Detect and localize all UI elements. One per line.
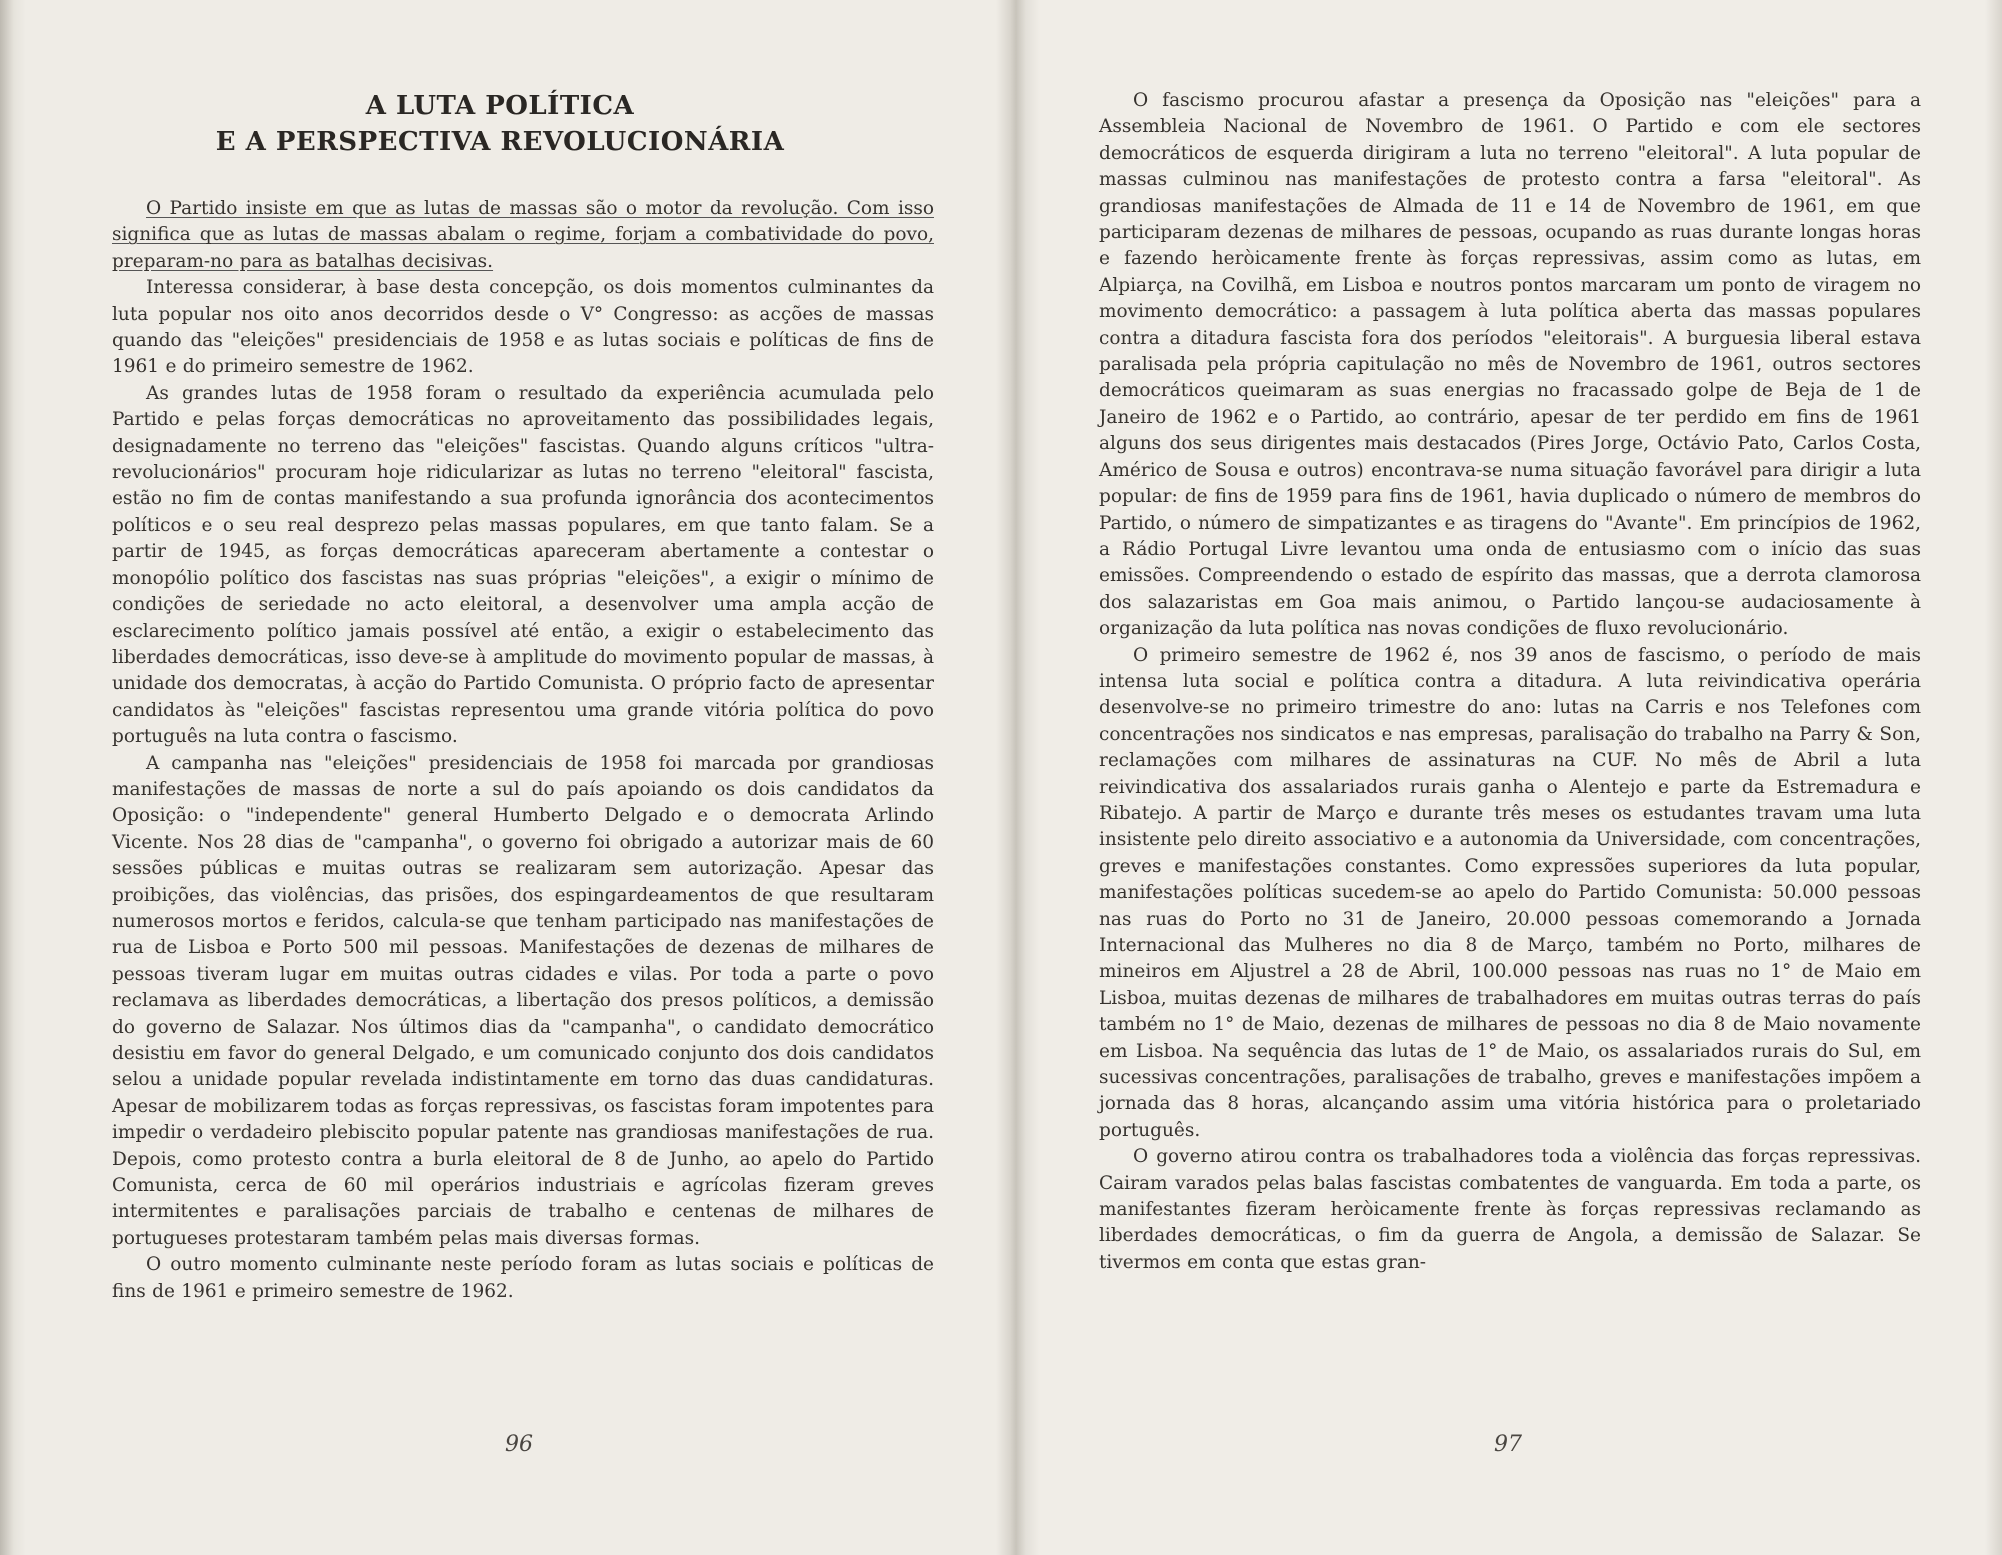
lead-paragraph bbox=[112, 196, 934, 275]
paragraph: A campanha nas "eleições" presidenciais de 1958 foi marcada por grandiosas manifestações de massas de norte a sul do país apoiando os dois candidatos da Oposição: o "independente" general Humberto Delgado e o democrata Arlindo Vicente. Nos 28 dias de "campanha", o governo foi obrigado a autorizar mais de 60 sessões públicas e muitas outras se realizaram sem autorização. Apesar das proibições, das violências, das prisões, dos espingardeamentos de que resultaram numerosos mortos e feridos, calcula-se que tenham participado nas manifestações de rua de Lisboa e Porto 500 mil pessoas. Manifestações de dezenas de milhares de pessoas tiveram lugar em muitas outras cidades e vilas. Por toda a parte o povo reclamava as liberdades democráticas, a libertação dos presos políticos, a demissão do governo de Salazar. Nos últimos dias da "campanha", o candidato democrático desistiu em favor do general Delgado, e um comunicado conjunto dos dois candidatos selou a unidade popular revelada indistintamente em torno das duas candidaturas. Apesar de mobilizarem todas as forças repressivas, os fascistas foram impotentes para impedir o verdadeiro plebiscito popular patente nas grandiosas manifestações de rua. Depois, como protesto contra a burla eleitoral de 8 de Junho, ao apelo do Partido Comunista, cerca de 60 mil operários industriais e agrícolas fizeram greves intermitentes e paralisações parciais de trabalho e centenas de milhares de portugueses protestaram também pelas mais diversas formas. bbox=[112, 752, 934, 1249]
page-number-left: 96 bbox=[505, 1432, 533, 1457]
chapter-title bbox=[200, 88, 800, 160]
paragraph: O governo atirou contra os trabalhadores toda a violência das forças repressivas. Cairam varados pelas balas fascistas combatentes de vanguarda. Em toda a parte, os manifestantes fizeram heròicamente frente às forças repressivas reclamando as liberdades democráticas, o fim da guerra de Angola, a demissão de Salazar. Se tivermos em conta que estas gran- bbox=[1099, 1146, 1921, 1273]
paragraph: O fascismo procurou afastar a presença da Oposição nas "eleições" para a Assembleia Nacional de Novembro de 1961. O Partido e com ele sectores democráticos de esquerda dirigiram a luta no terreno "eleitoral". A luta popular de massas culminou nas manifestações de protesto contra a farsa "eleitoral". As grandiosas manifestações de Almada de 11 e 14 de Novembro de 1961, em que participaram dezenas de milhares de pessoas, ocupando as ruas durante longas horas e fazendo heròicamente frente às forças repressivas, assim como as lutas, em Alpiarça, na Covilhã, em Lisboa e noutros pontos marcaram um ponto de viragem no movimento democrático: a passagem à luta política aberta das massas populares contra a ditadura fascista fora dos períodos "eleitorais". A burguesia liberal estava paralisada pela própria capitulação no mês de Novembro de 1961, outros sectores democráticos queimaram as suas energias no fracassado golpe de Beja de 1 de Janeiro de 1962 e o Partido, ao contrário, apesar de ter perdido em fins de 1961 alguns dos seus dirigentes mais destacados (Pires Jorge, Octávio Pato, Carlos Costa, Américo de Sousa e outros) encontrava-se numa situação favorável para dirigir a luta popular: de fins de 1959 para fins de 1961, havia duplicado o número de membros do Partido, o número de simpatizantes e as tiragens do "Avante". Em princípios de 1962, a Rádio Portugal Livre levantou uma onda de entusiasmo com o início das suas emissões. Compreendendo o estado de espírito das massas, que a derrota clamorosa dos salazaristas em Goa mais animou, o Partido lançou-se audaciosamente à organização da luta política nas novas condições de fluxo revolucionário. bbox=[1099, 90, 1921, 640]
title-line-1: A LUTA POLÍTICA bbox=[365, 91, 635, 121]
page-number-right: 97 bbox=[1494, 1432, 1522, 1457]
paragraph: O primeiro semestre de 1962 é, nos 39 anos de fascismo, o período de mais intensa luta social e política contra a ditadura. A luta reivindicativa operária desenvolve-se no primeiro trimestre do ano: lutas na Carris e nos Telefones com concentrações nos sindicatos e nas empresas, paralisação do trabalho na Parry & Son, reclamações com milhares de assinaturas na CUF. No mês de Abril a luta reivindicativa dos assalariados rurais ganha o Alentejo e parte da Estremadura e Ribatejo. A partir de Março e durante três meses os estudantes travam uma luta insistente pelo direito associativo e a autonomia da Universidade, com concentrações, greves e manifestações constantes. Como expressões superiores da luta popular, manifestações políticas sucedem-se ao apelo do Partido Comunista: 50.000 pessoas nas ruas do Porto no 31 de Janeiro, 20.000 pessoas comemorando a Jornada Internacional das Mulheres no dia 8 de Março, também no Porto, milhares de mineiros em Aljustrel a 28 de Abril, 100.000 pessoas nas ruas no 1° de Maio em Lisboa, muitas dezenas de milhares de trabalhadores em muitas outras terras do país também no 1° de Maio, dezenas de milhares de pessoas no dia 8 de Maio novamente em Lisboa. Na sequência das lutas de 1° de Maio, os assalariados rurais do Sul, em sucessivas concentrações, paralisações de trabalho, greves e manifestações impõem a jornada das 8 horas, alcançando assim uma vitória histórica para o proletariado português. bbox=[1099, 644, 1921, 1141]
right-page-body bbox=[1099, 88, 1921, 1276]
underlined-lead-text: O Partido insiste em que as lutas de massas são o motor da revolução. Com isso significa que as lutas de massas abalam o regime, forjam a combatividade do povo, preparam-no para as batalhas decisivas. bbox=[112, 198, 934, 272]
left-page-body bbox=[112, 196, 934, 1305]
paragraph: O outro momento culminante neste período foram as lutas sociais e políticas de fins de 1961 e primeiro semestre de 1962. bbox=[112, 1254, 934, 1302]
paragraph: As grandes lutas de 1958 foram o resultado da experiência acumulada pelo Partido e pelas forças democráticas no aproveitamento das possibilidades legais, designadamente no terreno das "eleições" fascistas. Quando alguns críticos "ultra-revolucionários" procuram hoje ridicularizar as lutas no terreno "eleitoral" fascista, estão no fim de contas manifestando a sua profunda ignorância dos acontecimentos políticos e o seu real desprezo pelas massas populares, em que tanto falam. Se a partir de 1945, as forças democráticas apareceram abertamente a contestar o monopólio político dos fascistas nas suas próprias "eleições", a exigir o mínimo de condições de seriedade no acto eleitoral, a desenvolver uma ampla acção de esclarecimento político jamais possível até então, a exigir o estabelecimento das liberdades democráticas, isso deve-se à amplitude do movimento popular de massas, à unidade dos democratas, à acção do Partido Comunista. O próprio facto de apresentar candidatos às "eleições" fascistas representou uma grande vitória política do povo português na luta contra o fascismo. bbox=[112, 382, 934, 748]
title-line-2: E A PERSPECTIVA REVOLUCIONÁRIA bbox=[215, 127, 785, 157]
paragraph: Interessa considerar, à base desta concepção, os dois momentos culminantes da luta popular nos oito anos decorridos desde o V° Congresso: as acções de massas quando das "eleições" presidenciais de 1958 e as lutas sociais e políticas de fins de 1961 e do primeiro semestre de 1962. bbox=[112, 277, 934, 378]
